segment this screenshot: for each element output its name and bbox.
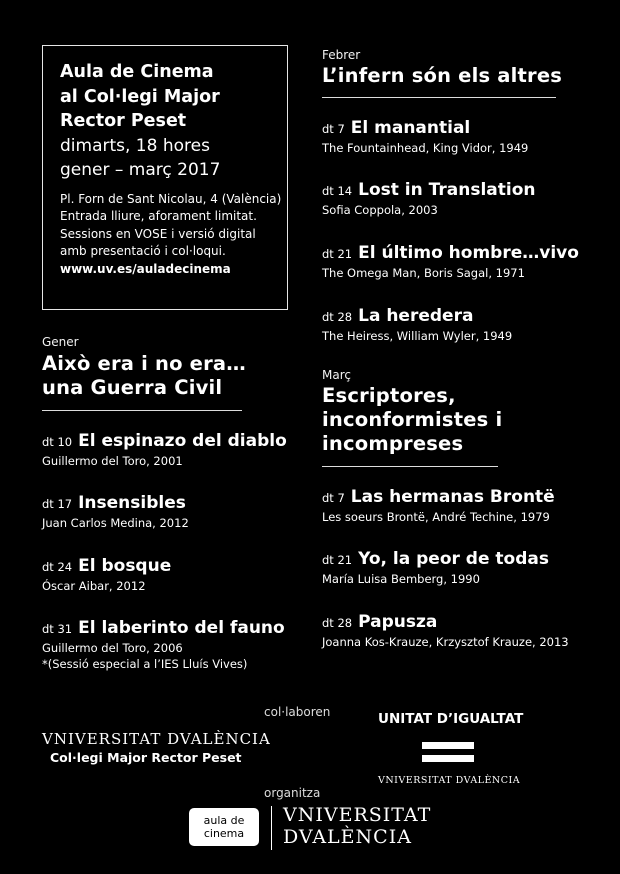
section-title-line: inconformistes i	[322, 408, 503, 431]
film-title: El espinazo del diablo	[78, 431, 287, 451]
uv-main-line: DVALÈNCIA	[283, 826, 412, 848]
venue-line: Rector Peset	[60, 111, 187, 131]
month-label: Febrer	[322, 48, 361, 62]
film-credit: Joanna Kos-Krauze, Krzysztof Krauze, 2013	[322, 635, 569, 649]
session-day: dt 28	[322, 616, 353, 630]
film-credit: Óscar Aibar, 2012	[42, 579, 146, 593]
session-note: *(Sessió especial a l’IES Lluís Vives)	[42, 657, 248, 671]
organise-label: organitza	[264, 786, 321, 800]
film-credit: Guillermo del Toro, 2001	[42, 454, 183, 468]
section-title	[42, 352, 246, 400]
collaborate-label: col·laboren	[264, 705, 331, 719]
equality-sub: VNIVERSITAT DVALÈNCIA	[378, 775, 521, 786]
session-day: dt 21	[322, 247, 353, 261]
session	[322, 117, 528, 156]
film-credit: Les soeurs Brontë, André Techine, 1979	[322, 510, 550, 524]
session	[42, 492, 189, 531]
address: Pl. Forn de Sant Nicolau, 4 (València)	[60, 191, 282, 206]
section-title: L’infern són els altres	[322, 64, 563, 87]
website-link[interactable]: www.uv.es/auladecinema	[60, 261, 231, 276]
session	[42, 555, 171, 594]
film-title: El bosque	[78, 556, 172, 576]
venue-line: Aula de Cinema	[60, 62, 214, 82]
aula-logo-line: aula de	[203, 814, 245, 827]
equals-bar-top	[422, 742, 474, 749]
film-title: El último hombre…vivo	[358, 243, 579, 263]
session-day: dt 7	[322, 122, 345, 136]
session	[322, 305, 512, 344]
session	[322, 179, 535, 218]
film-title: El manantial	[350, 118, 471, 138]
divider	[322, 466, 498, 467]
venue-line: al Col·legi Major	[60, 86, 220, 107]
film-title: Las hermanas Brontë	[350, 487, 555, 507]
equals-bar-bottom	[422, 755, 474, 762]
venue-details	[60, 191, 287, 261]
film-title: La heredera	[358, 306, 474, 326]
film-credit: María Luisa Bemberg, 1990	[322, 572, 480, 586]
section-title-line: Això era i no era…	[42, 352, 246, 375]
uv-main-line: VNIVERSITAT	[283, 804, 432, 826]
session	[322, 548, 549, 587]
month-label: Gener	[42, 335, 79, 349]
session	[322, 486, 555, 525]
schedule: dimarts, 18 hores	[60, 135, 210, 156]
section-title-line: una Guerra Civil	[42, 376, 223, 399]
film-credit: Juan Carlos Medina, 2012	[42, 516, 189, 530]
equality-unit-logo	[378, 710, 524, 787]
uv-main-logo	[283, 804, 431, 848]
film-title: Papusza	[358, 612, 438, 632]
session-day: dt 21	[322, 553, 353, 567]
college-name: Col·legi Major Rector Peset	[50, 750, 242, 765]
session	[42, 617, 285, 672]
session	[322, 611, 569, 650]
section-title	[322, 384, 502, 456]
section-title-line: Escriptores,	[322, 384, 456, 407]
film-credit: The Heiress, William Wyler, 1949	[322, 329, 513, 343]
film-title: El laberinto del fauno	[78, 618, 285, 638]
period: gener – març 2017	[60, 159, 221, 180]
divider	[322, 97, 556, 98]
aula-de-cinema-logo	[189, 808, 259, 846]
equality-title: UNITAT D’IGUALTAT	[378, 711, 524, 727]
month-label: Març	[322, 368, 351, 382]
version-note: Sessions en VOSE i versió digital	[60, 226, 256, 241]
film-credit: Guillermo del Toro, 2006	[42, 641, 183, 655]
divider	[42, 410, 242, 411]
aula-logo-line: cinema	[203, 827, 245, 840]
session-day: dt 10	[42, 435, 73, 449]
session	[322, 242, 579, 281]
session	[42, 430, 287, 469]
film-title: Lost in Translation	[358, 180, 536, 200]
film-title: Insensibles	[78, 493, 186, 513]
session-day: dt 17	[42, 497, 73, 511]
session-day: dt 7	[322, 491, 345, 505]
film-credit: The Fountainhead, King Vidor, 1949	[322, 141, 529, 155]
info-box	[42, 45, 288, 310]
film-credit: The Omega Man, Boris Sagal, 1971	[322, 266, 525, 280]
session-day: dt 31	[42, 622, 73, 636]
session-day: dt 14	[322, 184, 353, 198]
uv-logo-text: VNIVERSITAT DVALÈNCIA	[42, 730, 271, 748]
film-title: Yo, la peor de todas	[358, 549, 549, 569]
session-day: dt 28	[322, 310, 353, 324]
logo-divider	[271, 806, 272, 850]
uv-college-logo	[42, 729, 271, 767]
entry-note: Entrada lliure, aforament limitat.	[60, 209, 257, 223]
session-day: dt 24	[42, 560, 73, 574]
colloquy-note: amb presentació i col·loqui.	[60, 244, 226, 258]
section-title-line: incompreses	[322, 432, 464, 455]
film-credit: Sofia Coppola, 2003	[322, 203, 438, 217]
